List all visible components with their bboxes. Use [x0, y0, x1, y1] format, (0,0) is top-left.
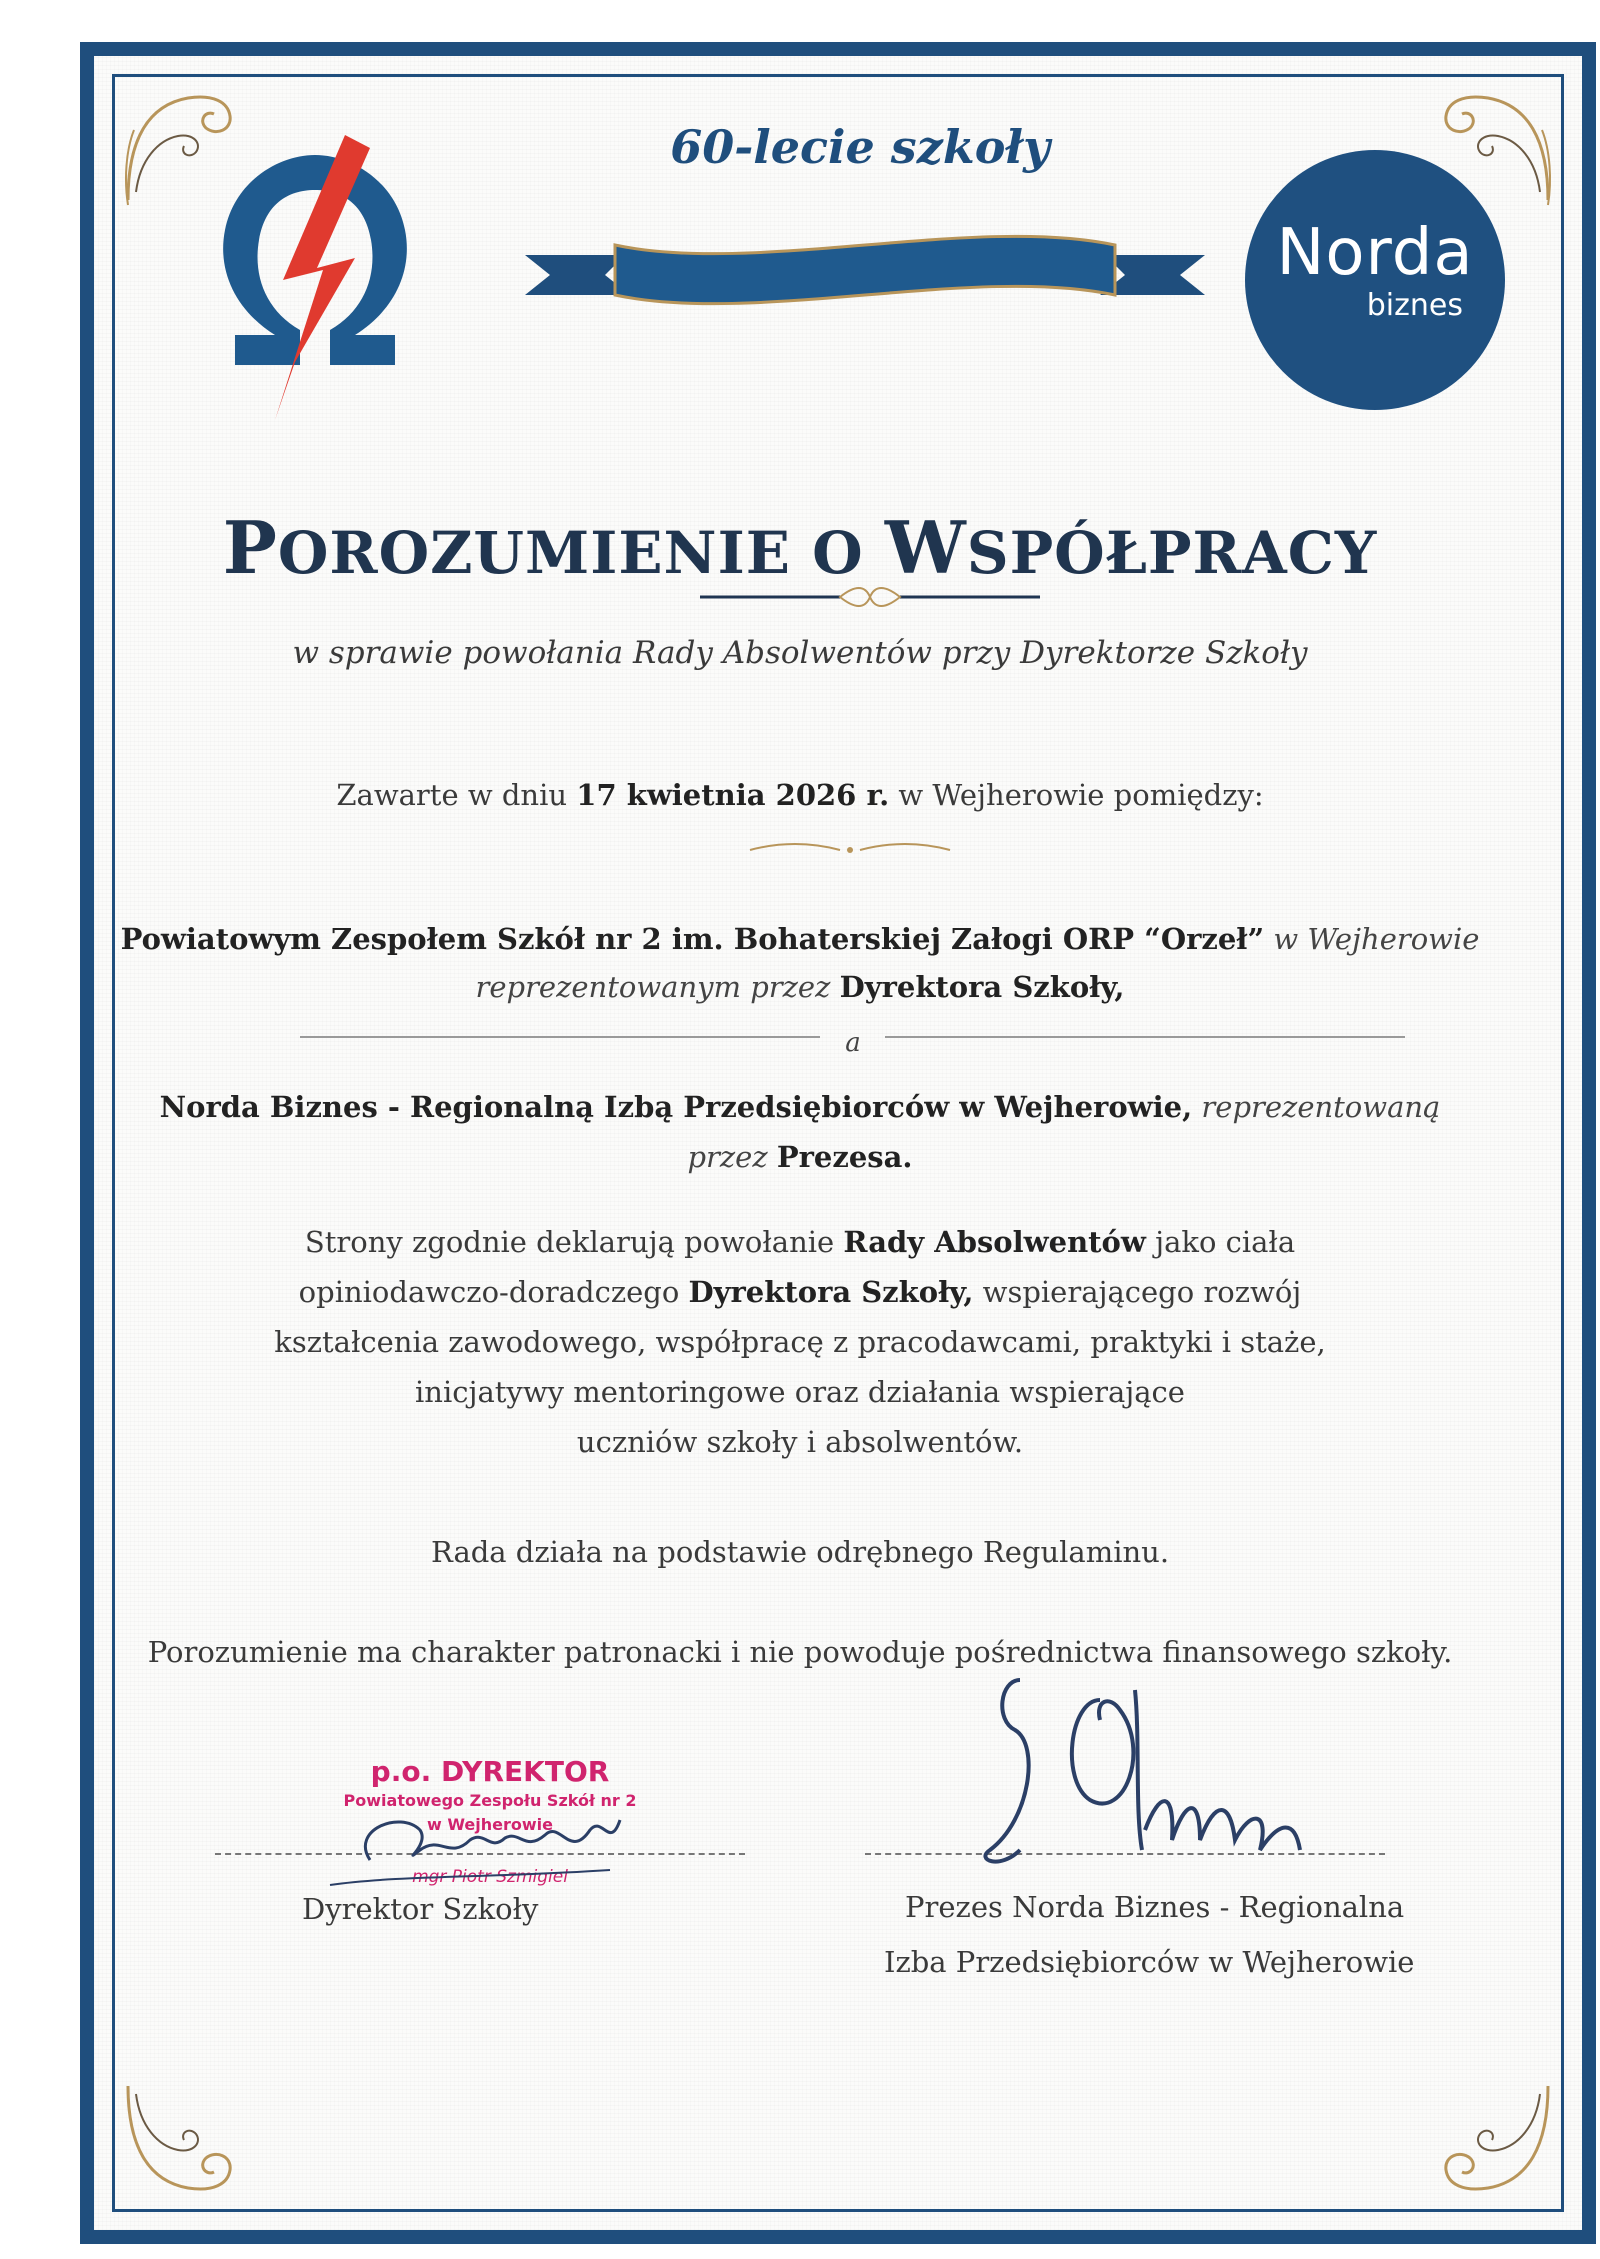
- corner-ornament-bottom-right: [1428, 2076, 1558, 2206]
- title-part-1: OROZUMIENIE O: [277, 519, 864, 587]
- norda-logo-word: Norda: [1276, 216, 1474, 290]
- conjunction-rule-right: [885, 1036, 1405, 1038]
- party2-line2: przez Prezesa.: [687, 1140, 913, 1174]
- body-line-4: inicjatywy mentoringowe oraz działania wspierające: [415, 1375, 1185, 1409]
- body-line-3: kształcenia zawodowego, współpracę z pracodawcami, praktyki i staże,: [274, 1325, 1326, 1359]
- norda-biznes-logo: [1245, 150, 1505, 410]
- title-part-2: SPÓŁPRACY: [966, 519, 1378, 587]
- president-signature: [960, 1660, 1320, 1890]
- body-line-1: Strony zgodnie deklarują powołanie Rady Absolwentów jako ciała: [304, 1225, 1296, 1259]
- title-underline-ornament: [700, 585, 1040, 609]
- body-line-2: opiniodawczo-doradczego Dyrektora Szkoły, wspierającego rozwój: [298, 1275, 1302, 1309]
- document-subtitle: w sprawie powołania Rady Absolwentów przy Dyrektorze Szkoły: [292, 635, 1308, 671]
- party2-line1: Norda Biznes - Regionalną Izbą Przedsiębiorców w Wejherowie, reprezentowaną: [159, 1090, 1441, 1124]
- ribbon-ornament: [505, 215, 1225, 335]
- document-title: [0, 505, 1600, 590]
- concluded-line: Zawarte w dniu 17 kwietnia 2026 r. w Wejherowie pomiędzy:: [336, 778, 1264, 812]
- director-label: Dyrektor Szkoły: [302, 1892, 539, 1926]
- divider-ornament: [740, 838, 960, 862]
- corner-ornament-bottom-left: [118, 2076, 248, 2206]
- patronage-statement: Porozumienie ma charakter patronacki i nie powoduje pośrednictwa finansowego szkoły.: [147, 1635, 1453, 1669]
- body-line-5: uczniów szkoły i absolwentów.: [576, 1425, 1024, 1459]
- rules-statement: Rada działa na podstawie odrębnego Regulaminu.: [430, 1535, 1170, 1569]
- title-cap-2: W: [884, 505, 967, 590]
- party1-line2: reprezentowanym przez Dyrektora Szkoły,: [475, 970, 1125, 1004]
- norda-logo-sub: biznes: [1366, 288, 1463, 323]
- conjunction: a: [845, 1028, 861, 1058]
- director-stamp: p.o. DYREKTOR Powiatowego Zespołu Szkół nr 2 w Wejherowie mgr Piotr Szmigiel: [343, 1755, 637, 1887]
- school-logo-omega-icon: [195, 130, 435, 430]
- anniversary-banner-text: 60-lecie szkoły: [670, 120, 1050, 174]
- conjunction-rule-left: [300, 1036, 820, 1038]
- party1-line1: Powiatowym Zespołem Szkół nr 2 im. Bohaterskiej Załogi ORP “Orzeł” w Wejherowie: [120, 922, 1480, 956]
- president-label-2: Izba Przedsiębiorców w Wejherowie: [884, 1945, 1415, 1979]
- director-signature: [310, 1790, 650, 1900]
- title-cap-1: P: [222, 505, 278, 590]
